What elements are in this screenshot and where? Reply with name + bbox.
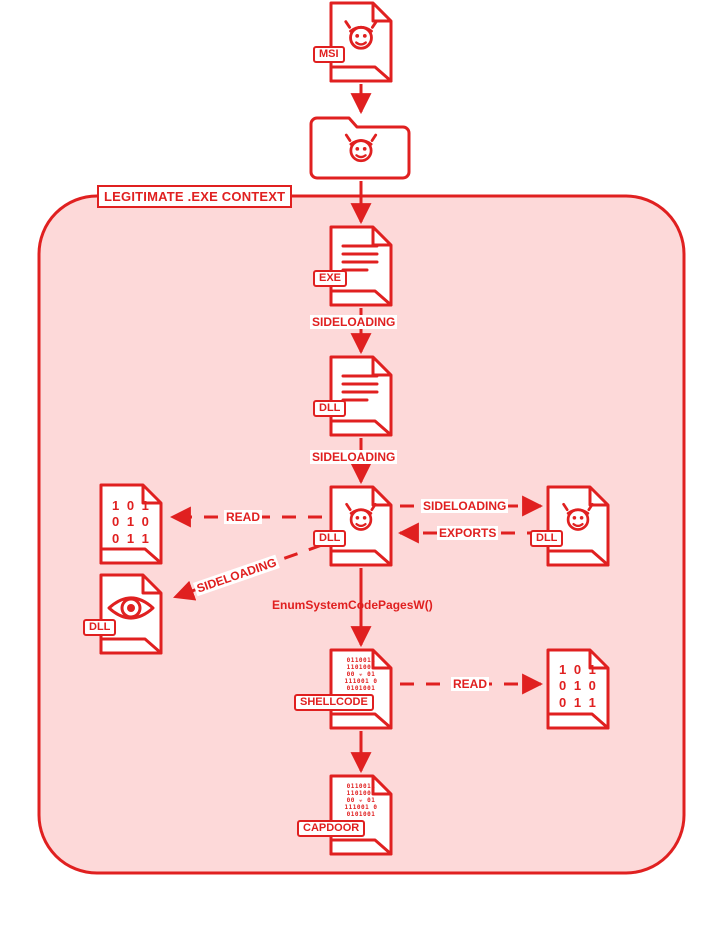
binary-glyph-left: 1 0 1 0 1 0 0 1 1 xyxy=(112,498,151,546)
edge-label-read-1: READ xyxy=(226,510,261,524)
edge-label-sideloading-3: SIDELOADING xyxy=(423,499,507,513)
legitimate-exe-context-label: LEGITIMATE .EXE CONTEXT xyxy=(97,185,292,208)
edge-label-read-2: READ xyxy=(453,677,488,691)
edge-label-exports: EXPORTS xyxy=(439,526,497,540)
node-dll-right xyxy=(548,487,608,565)
node-tag-exe: EXE xyxy=(313,270,347,287)
node-msi xyxy=(331,3,391,81)
node-tag-shellcode: SHELLCODE xyxy=(294,694,374,711)
node-tag-capdoor: CAPDOOR xyxy=(297,820,365,837)
node-dll-eye xyxy=(101,575,161,653)
shellcode-glyph: 0110011 1101001 00 ☣ 01 111001 0 0101001 xyxy=(344,657,378,693)
node-folder xyxy=(311,118,409,178)
node-dll2 xyxy=(331,487,391,565)
edge-label-sideloading-4: SIDELOADING xyxy=(194,555,279,596)
node-tag-msi: MSI xyxy=(313,46,345,63)
function-call-label: EnumSystemCodePagesW() xyxy=(272,598,433,612)
node-exe xyxy=(331,227,391,305)
capdoor-glyph: 0110011 1101001 00 ☣ 01 111001 0 0101001 xyxy=(344,783,378,819)
node-tag-dll1: DLL xyxy=(313,400,346,417)
binary-glyph-right: 1 0 1 0 1 0 0 1 1 xyxy=(559,662,598,710)
node-tag-dll-right: DLL xyxy=(530,530,563,547)
edge-label-sideloading-2: SIDELOADING xyxy=(312,450,396,464)
node-dll1 xyxy=(331,357,391,435)
edge-label-sideloading-1: SIDELOADING xyxy=(312,315,396,329)
node-tag-dll-eye: DLL xyxy=(83,619,116,636)
node-tag-dll2: DLL xyxy=(313,530,346,547)
